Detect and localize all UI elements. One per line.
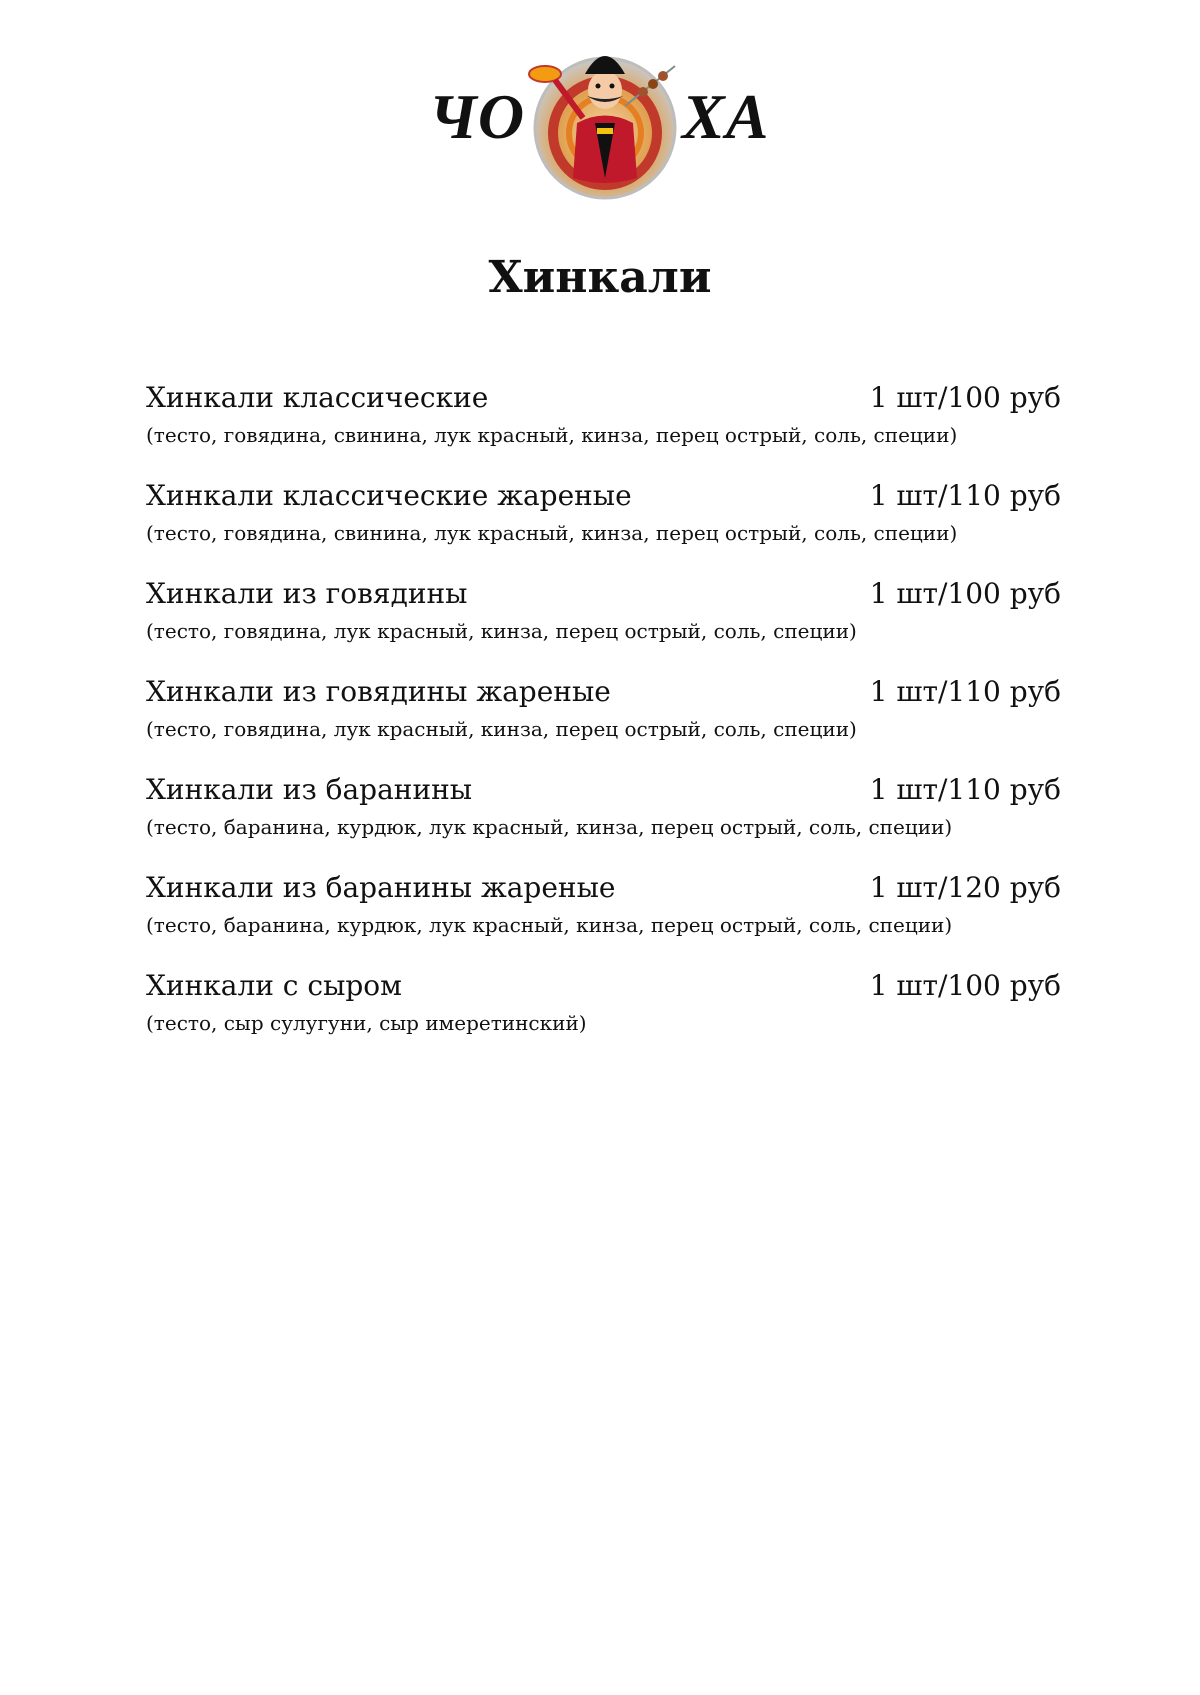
menu-item-description: (тесто, баранина, курдюк, лук красный, кинза, перец острый, соль, специи) bbox=[146, 913, 953, 937]
restaurant-logo bbox=[425, 28, 785, 203]
menu-item-description: (тесто, говядина, свинина, лук красный, кинза, перец острый, соль, специи) bbox=[146, 521, 958, 545]
menu-item-price: 1 шт/100 руб bbox=[869, 969, 1061, 1002]
menu-item bbox=[146, 576, 1061, 674]
menu-item bbox=[146, 380, 1061, 478]
menu-item-name: Хинкали из баранины bbox=[146, 773, 473, 806]
page-title: Хинкали bbox=[488, 252, 712, 303]
menu-item-price: 1 шт/110 руб bbox=[869, 479, 1061, 512]
menu-item-price: 1 шт/110 руб bbox=[869, 675, 1061, 708]
logo-word-right: ХА bbox=[682, 81, 770, 152]
menu-item-description: (тесто, сыр сулугуни, сыр имеретинский) bbox=[146, 1011, 587, 1035]
menu-list bbox=[146, 380, 1061, 1066]
menu-item bbox=[146, 772, 1061, 870]
menu-item bbox=[146, 478, 1061, 576]
menu-item-description: (тесто, говядина, лук красный, кинза, перец острый, соль, специи) bbox=[146, 717, 857, 741]
menu-item-name: Хинкали из баранины жареные bbox=[146, 871, 616, 904]
menu-item-name: Хинкали из говядины bbox=[146, 577, 468, 610]
menu-item-name: Хинкали классические жареные bbox=[146, 479, 632, 512]
menu-item bbox=[146, 870, 1061, 968]
logo-emblem-icon bbox=[525, 28, 685, 203]
menu-item-price: 1 шт/110 руб bbox=[869, 773, 1061, 806]
logo-word-left: ЧО bbox=[429, 81, 526, 152]
menu-item-name: Хинкали классические bbox=[146, 381, 489, 414]
menu-item-name: Хинкали из говядины жареные bbox=[146, 675, 611, 708]
menu-item-description: (тесто, говядина, лук красный, кинза, перец острый, соль, специи) bbox=[146, 619, 857, 643]
menu-item-price: 1 шт/100 руб bbox=[869, 381, 1061, 414]
menu-item-price: 1 шт/100 руб bbox=[869, 577, 1061, 610]
menu-item-price: 1 шт/120 руб bbox=[869, 871, 1061, 904]
menu-item-name: Хинкали с сыром bbox=[146, 969, 402, 1002]
menu-item-description: (тесто, говядина, свинина, лук красный, кинза, перец острый, соль, специи) bbox=[146, 423, 958, 447]
menu-item bbox=[146, 968, 1061, 1066]
menu-item bbox=[146, 674, 1061, 772]
menu-item-description: (тесто, баранина, курдюк, лук красный, кинза, перец острый, соль, специи) bbox=[146, 815, 953, 839]
